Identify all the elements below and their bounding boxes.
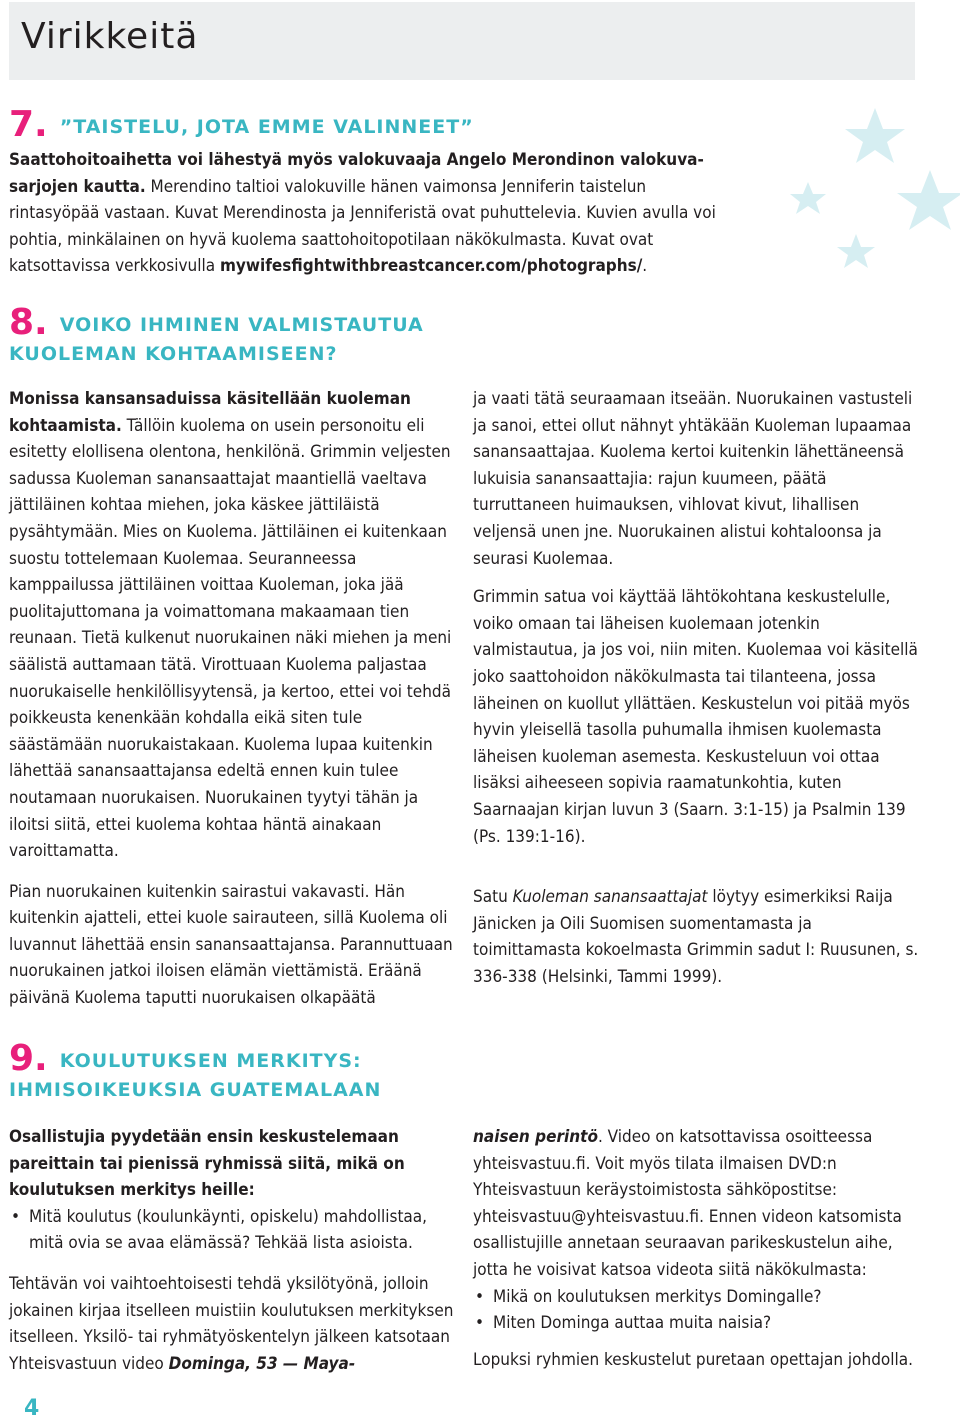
section-7-body (9, 147, 731, 280)
section-9-closing: Lopuksi ryhmien keskustelut puretaan opettajan johdolla. (473, 1349, 914, 1370)
star-icon (837, 234, 875, 268)
section-8-left-column (9, 386, 457, 1012)
section-9-number: 9. (9, 1038, 48, 1079)
star-icon (845, 108, 905, 163)
section-9-right-paragraph-1: . Video on katsottavissa osoitteessa yhteisvastuu.fi. Voit myös tilata ilmaisen DVD:n Yhteisvastuun keräystoimistosta sähköpostitse: yhteisvastuu@yhteisvastuu.fi. Ennen videon katsomista osallistujille annetaan seuraavan parikeskustelun aihe, jotta he voisivat katsoa videota siitä näkökulmasta: (473, 1127, 902, 1280)
section-7-number: 7. (9, 104, 48, 145)
section-9-left-column (9, 1124, 457, 1377)
section-8-title-line-2: KUOLEMAN KOHTAAMISEEN? (9, 343, 338, 365)
list-item: • Mitä koulutus (koulunkäynti, opiskelu) mahdollistaa, mitä ovia se avaa elämässä? Tehkää lista asioista. (9, 1204, 457, 1257)
section-7-title: ”TAISTELU, JOTA EMME VALINNEET” (59, 116, 474, 138)
section-7-text: Merendino taltioi valokuville hänen vaimonsa Jenniferin taistelun rintasyöpää vastaan. Kuvat Merendinosta ja Jenniferistä ovat puhuttelevia. Kuvien avulla voi pohtia, minkälainen on hyvä kuolema saattohoitopotilaan näkökulmasta. Kuvat ovat katsottavissa verkkosivulla (9, 176, 716, 277)
reference-text: löytyy esimerkiksi Raija Jänicken ja Oili Suomisen suomentamasta ja toimittamasta kokoelmasta Grimmin sadut I: Ruusunen, s. 336-338 (Helsinki, Tammi 1999). (473, 887, 919, 987)
video-title-continued: naisen perintö (473, 1127, 598, 1147)
video-title: Dominga, 53 — Maya- (168, 1353, 356, 1374)
photographs-link[interactable]: mywifesfightwithbreastcancer.com/photographs/ (219, 256, 643, 277)
section-9-title-line-1: KOULUTUKSEN MERKITYS: (59, 1050, 362, 1072)
section-7-lead: Saattohoitoaihetta voi lähestyä myös valokuvaaja Angelo Merondinon valokuva-sarjojen kautta. (9, 150, 704, 197)
page-title: Virikkeitä (21, 16, 199, 57)
reference-title: Kuoleman sanansaattajat (512, 887, 708, 908)
page-number: 4 (24, 1396, 40, 1421)
list-item: • Mikä on koulutuksen merkitys Domingalle? (473, 1284, 919, 1311)
section-9-bullet-list (9, 1204, 457, 1257)
section-9-right-column (473, 1124, 919, 1373)
decorative-stars (780, 100, 960, 290)
section-7-end: . (642, 256, 648, 277)
section-9-heading (9, 1038, 382, 1105)
section-8-right-column (473, 386, 919, 990)
section-9-title-line-2: IHMISOIKEUKSIA GUATEMALAAN (9, 1079, 382, 1101)
section-8-lead: Monissa kansansaduissa käsitellään kuoleman kohtaamista. (9, 389, 411, 436)
section-9-right-bullet-list (473, 1284, 919, 1337)
section-8-heading (9, 302, 424, 369)
reference-prefix: Satu (473, 887, 513, 908)
section-8-right-paragraph-1: ja vaati tätä seuraamaan itseään. Nuorukainen vastusteli ja sanoi, ettei ollut nähnyt yhtäkään Kuoleman lupaamaa sanansaattajaa. Kuolema kertoi kuitenkin lähettäneensä lukuisia sanansaattajia: rajun kuumeen, päätä turruttaneen huimauksen, vihlovat kivut, lihallisen veljensä unen jne. Nuorukainen alistui kohtaloonsa ja seurasi Kuolemaa. (473, 389, 913, 569)
section-9-lead: Osallistujia pyydetään ensin keskustelemaan pareittain tai pienissä ryhmissä siitä, mikä on koulutuksen merkitys heille: (9, 1127, 405, 1201)
star-icon (897, 170, 960, 230)
section-8-number: 8. (9, 302, 48, 343)
star-icon (790, 182, 826, 214)
section-8-paragraph-2: Pian nuorukainen kuitenkin sairastui vakavasti. Hän kuitenkin ajatteli, ettei kuole sairauteen, sillä Kuolema oli luvannut lähettää ensin sanansaattajansa. Parannuttuaan nuorukainen jatkoi iloisen elämän viettämistä. Eräänä päivänä Kuolema taputti nuorukaisen olkapäätä (9, 881, 453, 1009)
section-9-paragraph-1: Tehtävän voi vaihtoehtoisesti tehdä yksilötyönä, jolloin jokainen kirjaa itselleen muistiin koulutuksen merkityksen itselleen. Yksilö- tai ryhmätyöskentelyn jälkeen katsotaan Yhteisvastuun video (9, 1273, 454, 1374)
section-8-paragraph-1: Tällöin kuolema on usein personoitu eli esitetty elollisena olentona, henkilönä. Grimmin veljesten sadussa Kuoleman sanansaattajat maantiellä vaeltava jättiläinen kohtaa miehen, joka käskee jättiläistä pysähtymään. Mies on Kuolema. Jättiläinen ei kuitenkaan suostu tottelemaan Kuolemaa. Seuranneessa kamppailussa jättiläinen voittaa Kuoleman, joka jää puolitajuttomana ja voimattomana makaamaan tien reunaan. Tietä kulkenut nuorukainen näki miehen ja meni säälistä auttamaan tätä. Virottuaan Kuolema paljastaa nuorukaiselle henkilöllisyytensä, ja kertoo, ettei voi tehdä poikkeusta kenenkään kohdalla eikä siten tule säästämään nuorukaistakaan. Kuolema lupaa kuitenkin lähettää sanansaattajansa edeltä ennen kuin tulee noutamaan nuorukaisen. Nuorukainen tyytyi tähän ja iloitsi siitä, ettei kuolema kohtaa häntä ainakaan varoittamatta. (9, 415, 452, 862)
section-8-title-line-1: VOIKO IHMINEN VALMISTAUTUA (59, 314, 424, 336)
section-8-right-paragraph-2: Grimmin satua voi käyttää lähtökohtana keskustelulle, voiko omaan tai läheisen kuolemaan jotenkin valmistautua, ja jos voi, niin miten. Kuolemaa voi käsitellä joko saattohoidon näkökulmasta tai tilanteena, jossa läheinen on kuollut yllättäen. Keskustelun voi pitää myös hyvin yleisellä tasolla puhumalla ihmisen kuolemasta läheisen kuoleman asemesta. Keskusteluun voi ottaa lisäksi aiheeseen sopivia raamatunkohtia, kuten Saarnaajan kirjan luvun 3 (Saarn. 3:1-15) ja Psalmin 139 (Ps. 139:1-16). (473, 587, 918, 847)
list-item: • Miten Dominga auttaa muita naisia? (473, 1310, 919, 1337)
section-7-heading (9, 104, 474, 145)
